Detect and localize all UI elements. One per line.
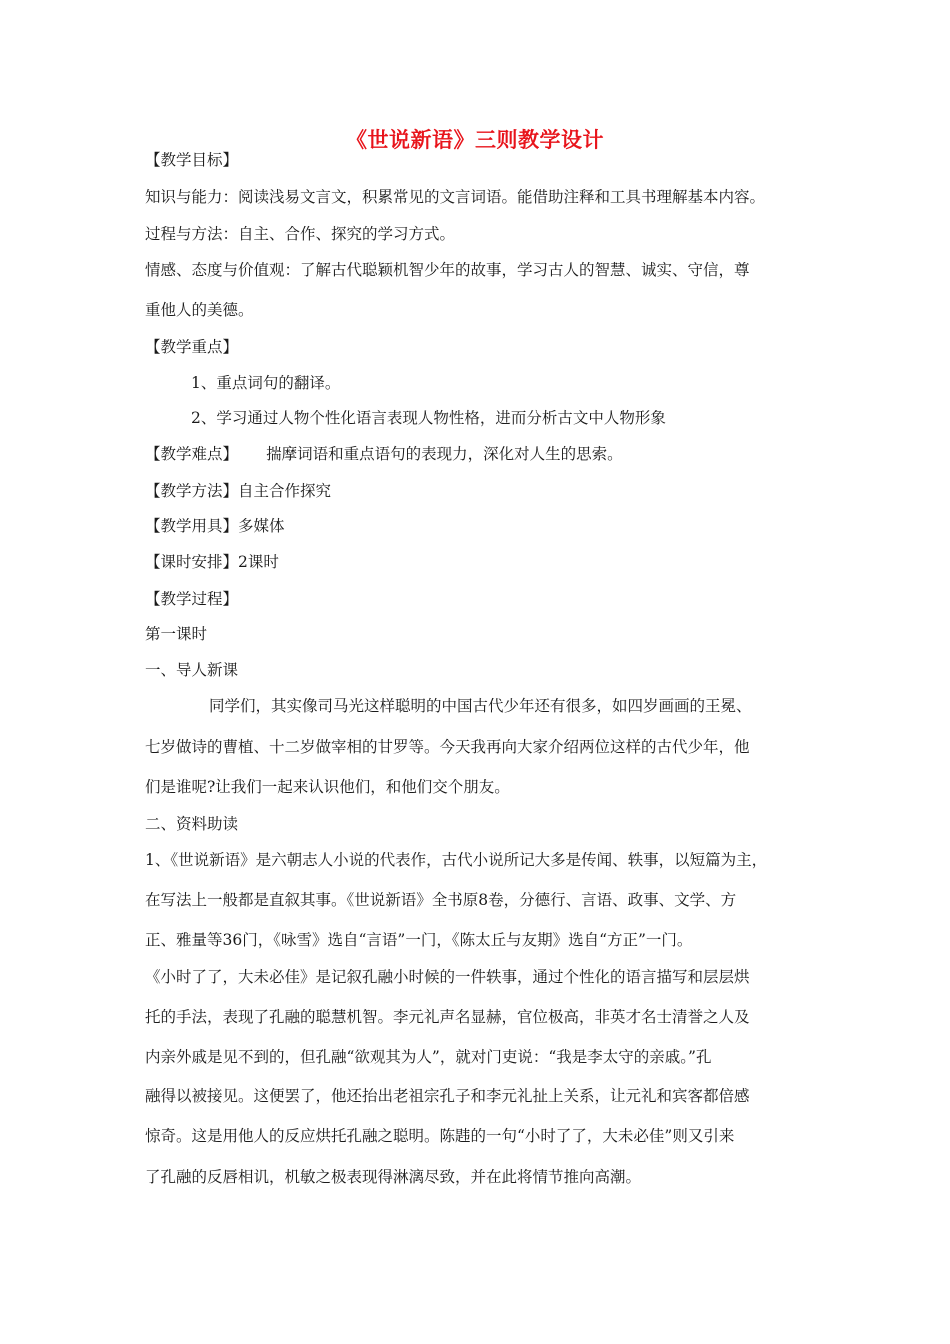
paragraph-line: 在写法上一般都是直叙其事。《世说新语》全书原8卷，分德行、言语、政事、文学、方 [145, 891, 737, 909]
section-heading-objectives: 【教学目标】 [145, 151, 239, 169]
paragraph-line: 融得以被接见。这便罢了，他还抬出老祖宗孔子和李元礼扯上关系，让元礼和宾客都倍感 [145, 1087, 750, 1105]
paragraph-line: 内亲外戚是见不到的，但孔融“欲观其为人”，就对门吏说：“我是李太守的亲戚。”孔 [145, 1048, 712, 1066]
paragraph-line: 了孔融的反唇相讥，机敏之极表现得淋漓尽致，并在此将情节推向高潮。 [145, 1168, 642, 1186]
list-item: 1、重点词句的翻译。 [191, 374, 341, 392]
paragraph-line: 《小时了了，大未必佳》是记叙孔融小时候的一件轶事，通过个性化的语言描写和层层烘 [145, 968, 750, 986]
paragraph-line: 们是谁呢?让我们一起来认识他们，和他们交个朋友。 [145, 778, 510, 796]
paragraph-line: 惊奇。这是用他人的反应烘托孔融之聪明。陈韪的一句“小时了了，大未必佳”则又引来 [145, 1127, 735, 1145]
paragraph-line: 过程与方法：自主、合作、探究的学习方式。 [145, 225, 456, 243]
section-heading-methods: 【教学方法】自主合作探究 [145, 482, 332, 500]
paragraph-line: 1、《世说新语》是六朝志人小说的代表作，古代小说所记大多是传闻、轶事，以短篇为主， [145, 851, 768, 869]
section-heading-key-points: 【教学重点】 [145, 338, 239, 356]
list-item: 2、学习通过人物个性化语言表现人物性格，进而分析古文中人物形象 [191, 409, 666, 427]
subheading-first-lesson: 第一课时 [145, 625, 208, 643]
paragraph-line: 重他人的美德。 [145, 301, 254, 319]
section-heading-schedule: 【课时安排】2课时 [145, 553, 279, 571]
paragraph-line: 七岁做诗的曹植、十二岁做宰相的甘罗等。今天我再向大家介绍两位这样的古代少年，他 [145, 738, 750, 756]
paragraph-line: 托的手法，表现了孔融的聪慧机智。李元礼声名显赫，官位极高，非英才名士清誉之人及 [145, 1008, 750, 1026]
subheading-materials: 二、资料助读 [145, 815, 239, 833]
paragraph-line: 情感、态度与价值观：了解古代聪颖机智少年的故事，学习古人的智慧、诚实、守信，尊 [145, 261, 750, 279]
paragraph-line: 正、雅量等36门，《咏雪》选自“言语”一门，《陈太丘与友期》选自“方正”一门。 [145, 931, 693, 949]
paragraph-line: 同学们，其实像司马光这样聪明的中国古代少年还有很多，如四岁画画的王冕、 [209, 697, 752, 715]
section-heading-process: 【教学过程】 [145, 590, 239, 608]
document-title: 《世说新语》三则教学设计 [346, 128, 604, 152]
section-heading-tools: 【教学用具】多媒体 [145, 517, 285, 535]
paragraph-line: 知识与能力：阅读浅易文言文，积累常见的文言词语。能借助注释和工具书理解基本内容。 [145, 188, 766, 206]
subheading-introduction: 一、导人新课 [145, 661, 239, 679]
section-heading-difficulties: 【教学难点】 揣摩词语和重点语句的表现力，深化对人生的思索。 [145, 445, 623, 463]
